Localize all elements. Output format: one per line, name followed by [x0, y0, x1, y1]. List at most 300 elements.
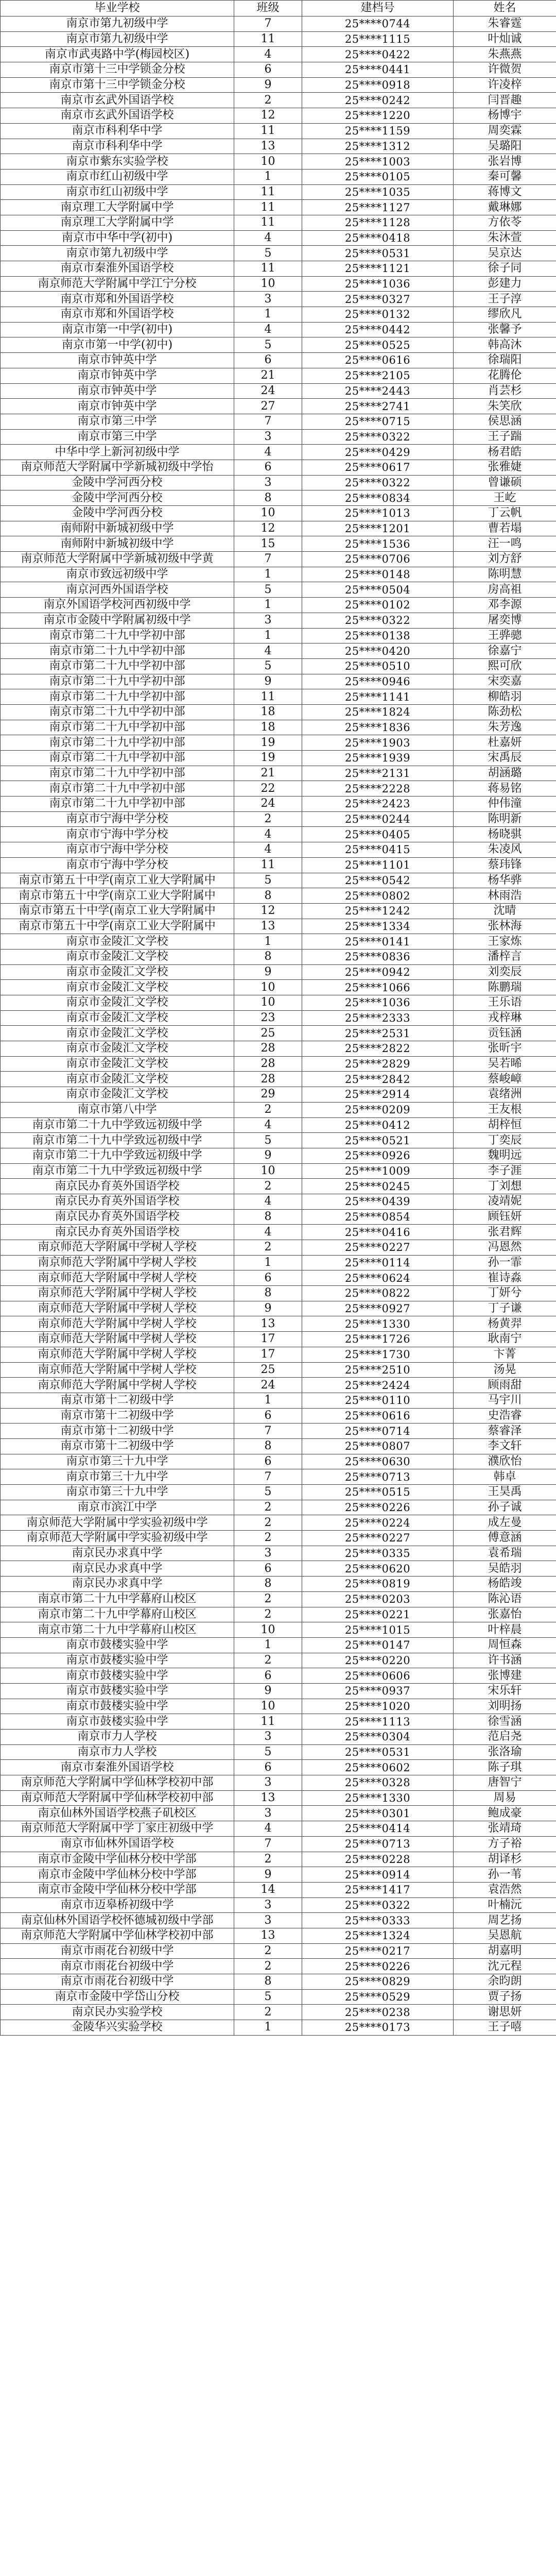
cell-file-id: 25****1128 [302, 215, 454, 230]
cell-name: 贾子扬 [454, 1989, 556, 2005]
cell-file-id: 25****1121 [302, 261, 454, 277]
table-row [1, 598, 556, 613]
table-row [1, 414, 556, 429]
cell-file-id: 25****0617 [302, 460, 454, 475]
table-row [1, 1010, 556, 1026]
cell-school: 南京市郑和外国语学校 [1, 307, 234, 323]
table-row [1, 1133, 556, 1148]
cell-name: 蒋易铭 [454, 781, 556, 796]
cell-file-id: 25****0227 [302, 1240, 454, 1256]
cell-class: 17 [234, 1332, 302, 1347]
cell-name: 缪欣凡 [454, 307, 556, 323]
cell-name: 王家炼 [454, 934, 556, 950]
cell-name: 熙可欣 [454, 658, 556, 674]
table-row [1, 1347, 556, 1362]
cell-school: 南京市金陵汇文学校 [1, 934, 234, 950]
cell-file-id: 25****0744 [302, 16, 454, 32]
table-row [1, 1744, 556, 1760]
cell-name: 方子裕 [454, 1836, 556, 1852]
cell-class: 2 [234, 1102, 302, 1117]
table-row [1, 628, 556, 643]
cell-name: 袁浩然 [454, 1882, 556, 1897]
cell-class: 5 [234, 1989, 302, 2005]
table-row [1, 1117, 556, 1133]
cell-school: 南京市金陵汇文学校 [1, 1056, 234, 1072]
cell-school: 南京市金陵中学仙林分校中学部 [1, 1882, 234, 1897]
cell-name: 王屹 [454, 490, 556, 506]
cell-class: 5 [234, 337, 302, 353]
cell-school: 南京市玄武外国语学校 [1, 93, 234, 108]
cell-name: 宋禹辰 [454, 751, 556, 766]
cell-class: 8 [234, 1209, 302, 1225]
cell-name: 沈晴 [454, 903, 556, 919]
cell-file-id: 25****0147 [302, 1637, 454, 1653]
cell-file-id: 25****0301 [302, 1806, 454, 1821]
cell-name: 许微贺 [454, 62, 556, 78]
table-row [1, 154, 556, 170]
table-row [1, 1852, 556, 1867]
table-row [1, 1072, 556, 1087]
cell-file-id: 25****1536 [302, 536, 454, 552]
cell-file-id: 25****1726 [302, 1332, 454, 1347]
cell-file-id: 25****0328 [302, 1775, 454, 1791]
cell-file-id: 25****1417 [302, 1882, 454, 1897]
cell-school: 南京师范大学附属中学江宁分校 [1, 276, 234, 292]
cell-class: 11 [234, 261, 302, 277]
table-row [1, 215, 556, 230]
cell-class: 6 [234, 1454, 302, 1469]
cell-name: 张博建 [454, 1668, 556, 1684]
cell-class: 4 [234, 1821, 302, 1837]
table-row [1, 1270, 556, 1286]
cell-name: 丁子谦 [454, 1301, 556, 1316]
table-row [1, 1301, 556, 1316]
cell-name: 吴皓羽 [454, 1561, 556, 1577]
table-row [1, 337, 556, 353]
cell-school: 南京市第二十九中学初中部 [1, 766, 234, 781]
cell-school: 南京市宁海中学分校 [1, 842, 234, 858]
cell-class: 29 [234, 1087, 302, 1103]
cell-school: 南京市第五十中学(南京工业大学附属中 [1, 919, 234, 934]
table-row [1, 1790, 556, 1806]
cell-file-id: 25****0706 [302, 552, 454, 567]
cell-school: 南京师范大学附属中学仙林学校初中部 [1, 1790, 234, 1806]
table-row [1, 1959, 556, 1974]
cell-class: 17 [234, 1347, 302, 1362]
cell-name: 林雨浩 [454, 888, 556, 904]
cell-class: 11 [234, 1714, 302, 1730]
cell-class: 2 [234, 1943, 302, 1959]
cell-name: 韩卓 [454, 1469, 556, 1485]
table-row [1, 1362, 556, 1378]
cell-name: 曹若塌 [454, 521, 556, 536]
table-body [1, 16, 556, 2036]
cell-file-id: 25****0834 [302, 490, 454, 506]
cell-school: 南京市钟英中学 [1, 368, 234, 383]
cell-file-id: 25****0946 [302, 674, 454, 689]
table-row [1, 1515, 556, 1531]
cell-class: 2 [234, 1607, 302, 1622]
cell-file-id: 25****0802 [302, 888, 454, 904]
cell-school: 南京市玄武外国语学校 [1, 108, 234, 124]
cell-school: 南京市第二十九中学初中部 [1, 689, 234, 705]
cell-file-id: 25****0819 [302, 1577, 454, 1592]
table-row [1, 429, 556, 445]
cell-file-id: 25****0304 [302, 1730, 454, 1745]
cell-name: 秦可馨 [454, 169, 556, 184]
cell-name: 宋奕嘉 [454, 674, 556, 689]
cell-class: 1 [234, 1255, 302, 1270]
cell-file-id: 25****0322 [302, 613, 454, 628]
cell-school: 南京市秦淮外国语学校 [1, 261, 234, 277]
cell-school: 南京市雨花台初级中学 [1, 1943, 234, 1959]
table-row [1, 567, 556, 582]
cell-school: 南京市红山初级中学 [1, 169, 234, 184]
table-row [1, 1591, 556, 1607]
table-row [1, 1943, 556, 1959]
cell-name: 袁希瑞 [454, 1546, 556, 1561]
cell-class: 24 [234, 796, 302, 812]
cell-school: 南京民办育英外国语学校 [1, 1179, 234, 1194]
cell-class: 3 [234, 429, 302, 445]
cell-name: 叶梓晨 [454, 1622, 556, 1638]
cell-name: 陈子琪 [454, 1760, 556, 1775]
cell-class: 5 [234, 873, 302, 888]
cell-school: 南京师范大学附属中学树人学校 [1, 1301, 234, 1316]
cell-school: 南京市第一中学(初中) [1, 322, 234, 337]
table-row [1, 796, 556, 812]
cell-file-id: 25****0529 [302, 1989, 454, 2005]
cell-file-id: 25****0926 [302, 1148, 454, 1163]
cell-name: 汤晃 [454, 1362, 556, 1378]
table-row [1, 490, 556, 506]
cell-name: 韩高沐 [454, 337, 556, 353]
cell-class: 5 [234, 1133, 302, 1148]
cell-name: 朱睿霆 [454, 16, 556, 32]
cell-name: 杨博宇 [454, 108, 556, 124]
cell-class: 7 [234, 16, 302, 32]
cell-file-id: 25****1903 [302, 735, 454, 751]
cell-school: 南京市鼓楼实验中学 [1, 1668, 234, 1684]
table-row [1, 383, 556, 399]
cell-file-id: 25****2842 [302, 1072, 454, 1087]
cell-school: 南京市第三十九中学 [1, 1485, 234, 1500]
cell-file-id: 25****0542 [302, 873, 454, 888]
cell-school: 南京民办育英外国语学校 [1, 1225, 234, 1240]
cell-class: 3 [234, 292, 302, 307]
cell-file-id: 25****0221 [302, 1607, 454, 1622]
cell-class: 5 [234, 582, 302, 598]
cell-file-id: 25****0226 [302, 1959, 454, 1974]
cell-file-id: 25****0602 [302, 1760, 454, 1775]
table-row [1, 1454, 556, 1469]
cell-file-id: 25****1939 [302, 751, 454, 766]
cell-class: 9 [234, 1301, 302, 1316]
cell-school: 南京市金陵汇文学校 [1, 1041, 234, 1057]
table-row [1, 1760, 556, 1775]
cell-class: 6 [234, 1408, 302, 1423]
cell-name: 沈元程 [454, 1959, 556, 1974]
cell-class: 6 [234, 1561, 302, 1577]
cell-file-id: 25****1330 [302, 1790, 454, 1806]
table-row [1, 857, 556, 873]
table-row [1, 949, 556, 964]
cell-class: 3 [234, 1913, 302, 1928]
cell-file-id: 25****0227 [302, 1531, 454, 1546]
table-row [1, 1240, 556, 1256]
cell-name: 孙一霏 [454, 1255, 556, 1270]
cell-name: 戎梓琳 [454, 1010, 556, 1026]
table-row [1, 903, 556, 919]
cell-file-id: 25****0238 [302, 2005, 454, 2020]
cell-file-id: 25****1242 [302, 903, 454, 919]
table-row [1, 1393, 556, 1408]
cell-name: 徐雪涵 [454, 1714, 556, 1730]
table-row [1, 888, 556, 904]
table-row [1, 353, 556, 368]
cell-file-id: 25****0927 [302, 1301, 454, 1316]
table-row [1, 1821, 556, 1837]
cell-school: 南京师范大学附属中学树人学校 [1, 1286, 234, 1301]
table-row [1, 1438, 556, 1454]
table-row [1, 1607, 556, 1622]
table-row [1, 1332, 556, 1347]
cell-class: 4 [234, 1225, 302, 1240]
cell-file-id: 25****0630 [302, 1454, 454, 1469]
cell-file-id: 25****2228 [302, 781, 454, 796]
cell-name: 杜嘉妍 [454, 735, 556, 751]
cell-file-id: 25****2531 [302, 1026, 454, 1041]
cell-school: 南京市鼓楼实验中学 [1, 1683, 234, 1699]
cell-file-id: 25****0620 [302, 1561, 454, 1577]
cell-name: 顾雨甜 [454, 1378, 556, 1393]
cell-name: 蔡峻嶂 [454, 1072, 556, 1087]
cell-name: 魏明远 [454, 1148, 556, 1163]
cell-school: 南京市第五十中学(南京工业大学附属中 [1, 873, 234, 888]
cell-school: 南京市第十二初级中学 [1, 1438, 234, 1454]
cell-file-id: 25****0335 [302, 1546, 454, 1561]
cell-class: 9 [234, 964, 302, 980]
cell-school: 南京市鼓楼实验中学 [1, 1699, 234, 1714]
cell-class: 12 [234, 903, 302, 919]
cell-school: 南京市滨江中学 [1, 1500, 234, 1515]
cell-class: 3 [234, 613, 302, 628]
cell-school: 南京市第十三中学锁金分校 [1, 77, 234, 93]
table-row [1, 93, 556, 108]
table-row [1, 1897, 556, 1913]
cell-class: 6 [234, 62, 302, 78]
cell-name: 陈明新 [454, 811, 556, 827]
cell-class: 13 [234, 919, 302, 934]
cell-class: 3 [234, 1546, 302, 1561]
cell-school: 南京市第二十九中学初中部 [1, 704, 234, 720]
cell-file-id: 25****0616 [302, 353, 454, 368]
cell-school: 南京理工大学附属中学 [1, 215, 234, 230]
cell-school: 南京市金陵汇文学校 [1, 949, 234, 964]
cell-file-id: 25****1334 [302, 919, 454, 934]
cell-name: 范启尧 [454, 1730, 556, 1745]
cell-file-id: 25****0141 [302, 934, 454, 950]
cell-name: 马宇川 [454, 1393, 556, 1408]
cell-school: 南京市仙林外国语学校 [1, 1836, 234, 1852]
cell-class: 4 [234, 1117, 302, 1133]
cell-file-id: 25****1066 [302, 980, 454, 995]
cell-school: 南京市第二十九中学初中部 [1, 796, 234, 812]
cell-school: 南师附中新城初级中学 [1, 521, 234, 536]
cell-name: 朱凌风 [454, 842, 556, 858]
cell-name: 冯恩然 [454, 1240, 556, 1256]
table-row [1, 307, 556, 323]
cell-name: 方依苓 [454, 215, 556, 230]
cell-name: 王乐语 [454, 995, 556, 1011]
cell-school: 南京市第二十九中学初中部 [1, 751, 234, 766]
cell-school: 南京民办求真中学 [1, 1561, 234, 1577]
cell-file-id: 25****0531 [302, 1744, 454, 1760]
cell-file-id: 25****0105 [302, 169, 454, 184]
cell-class: 7 [234, 1423, 302, 1439]
cell-class: 11 [234, 31, 302, 47]
cell-class: 10 [234, 1699, 302, 1714]
cell-name: 叶楠沅 [454, 1897, 556, 1913]
cell-file-id: 25****0441 [302, 62, 454, 78]
cell-school: 南京市紫东实验学校 [1, 154, 234, 170]
cell-file-id: 25****1101 [302, 857, 454, 873]
cell-school: 南京师范大学附属中学树人学校 [1, 1347, 234, 1362]
cell-class: 2 [234, 1531, 302, 1546]
table-row [1, 521, 556, 536]
cell-file-id: 25****0220 [302, 1653, 454, 1668]
table-row [1, 536, 556, 552]
cell-name: 房高祖 [454, 582, 556, 598]
cell-school: 南京市金陵中学岱山分校 [1, 1989, 234, 2005]
table-row [1, 1026, 556, 1041]
cell-school: 南京市金陵汇文学校 [1, 964, 234, 980]
cell-class: 24 [234, 1378, 302, 1393]
table-row [1, 184, 556, 200]
cell-class: 5 [234, 246, 302, 261]
cell-name: 侯思涵 [454, 414, 556, 429]
table-row [1, 964, 556, 980]
cell-school: 南京市力人学校 [1, 1730, 234, 1745]
table-row [1, 1286, 556, 1301]
cell-class: 10 [234, 980, 302, 995]
table-row [1, 1485, 556, 1500]
table-row [1, 1989, 556, 2005]
cell-name: 杨晓骐 [454, 827, 556, 842]
table-row [1, 1974, 556, 1990]
cell-school: 金陵中学河西分校 [1, 506, 234, 521]
table-row [1, 552, 556, 567]
cell-file-id: 25****0102 [302, 598, 454, 613]
cell-name: 张馨予 [454, 322, 556, 337]
cell-school: 南京师范大学附属中学树人学校 [1, 1240, 234, 1256]
table-row [1, 16, 556, 32]
cell-school: 南京市第二十九中学致远初级中学 [1, 1148, 234, 1163]
cell-name: 屠奕博 [454, 613, 556, 628]
cell-file-id: 25****2333 [302, 1010, 454, 1026]
cell-file-id: 25****0148 [302, 567, 454, 582]
cell-class: 23 [234, 1010, 302, 1026]
cell-class: 13 [234, 1316, 302, 1332]
cell-school: 南京市第三十九中学 [1, 1469, 234, 1485]
cell-class: 4 [234, 1194, 302, 1209]
cell-file-id: 25****0327 [302, 292, 454, 307]
cell-name: 陈劲松 [454, 704, 556, 720]
cell-name: 刘明扬 [454, 1699, 556, 1714]
cell-file-id: 25****0715 [302, 414, 454, 429]
cell-class: 4 [234, 445, 302, 460]
table-row [1, 1179, 556, 1194]
cell-school: 南京市科利华中学 [1, 123, 234, 139]
cell-school: 南京市致远初级中学 [1, 567, 234, 582]
cell-school: 南京师范大学附属中学树人学校 [1, 1378, 234, 1393]
cell-name: 徐瑞阳 [454, 353, 556, 368]
cell-class: 10 [234, 995, 302, 1011]
cell-name: 成左曼 [454, 1515, 556, 1531]
cell-class: 10 [234, 1163, 302, 1179]
cell-file-id: 25****0521 [302, 1133, 454, 1148]
cell-file-id: 25****1003 [302, 154, 454, 170]
cell-file-id: 25****0322 [302, 475, 454, 490]
cell-file-id: 25****1036 [302, 276, 454, 292]
cell-school: 南京市第二十九中学初中部 [1, 735, 234, 751]
cell-name: 蔡睿泽 [454, 1423, 556, 1439]
cell-name: 吴璐阳 [454, 139, 556, 154]
cell-class: 1 [234, 1393, 302, 1408]
cell-school: 南京仙林外国语学校燕子矶校区 [1, 1806, 234, 1821]
cell-school: 南京市钟英中学 [1, 353, 234, 368]
cell-class: 9 [234, 1148, 302, 1163]
table-row [1, 261, 556, 277]
table-row [1, 1163, 556, 1179]
cell-class: 2 [234, 1852, 302, 1867]
cell-file-id: 25****2829 [302, 1056, 454, 1072]
cell-school: 南京市第二十九中学初中部 [1, 628, 234, 643]
cell-name: 张雅婕 [454, 460, 556, 475]
cell-file-id: 25****0531 [302, 246, 454, 261]
cell-school: 南京市秦淮外国语学校 [1, 1760, 234, 1775]
cell-name: 胡涵璐 [454, 766, 556, 781]
cell-class: 19 [234, 751, 302, 766]
cell-file-id: 25****1015 [302, 1622, 454, 1638]
cell-file-id: 25****1035 [302, 184, 454, 200]
cell-school: 南京师范大学附属中学树人学校 [1, 1270, 234, 1286]
cell-name: 陈明慧 [454, 567, 556, 582]
cell-school: 南京市第二十九中学幕府山校区 [1, 1607, 234, 1622]
table-row [1, 1255, 556, 1270]
cell-school: 南京市郑和外国语学校 [1, 292, 234, 307]
cell-name: 余昀朗 [454, 1974, 556, 1990]
table-row [1, 1531, 556, 1546]
cell-name: 杨黄羿 [454, 1316, 556, 1332]
cell-file-id: 25****2423 [302, 796, 454, 812]
header-row [1, 1, 556, 16]
table-row [1, 781, 556, 796]
cell-file-id: 25****0515 [302, 1485, 454, 1500]
cell-name: 胡嘉明 [454, 1943, 556, 1959]
cell-file-id: 25****1312 [302, 139, 454, 154]
cell-school: 南京市第五十中学(南京工业大学附属中 [1, 903, 234, 919]
cell-file-id: 25****2424 [302, 1378, 454, 1393]
cell-class: 1 [234, 169, 302, 184]
cell-name: 陈沁语 [454, 1591, 556, 1607]
cell-file-id: 25****0322 [302, 429, 454, 445]
cell-file-id: 25****2822 [302, 1041, 454, 1057]
cell-name: 王子淳 [454, 292, 556, 307]
cell-name: 刘方舒 [454, 552, 556, 567]
table-row [1, 1577, 556, 1592]
cell-class: 4 [234, 827, 302, 842]
